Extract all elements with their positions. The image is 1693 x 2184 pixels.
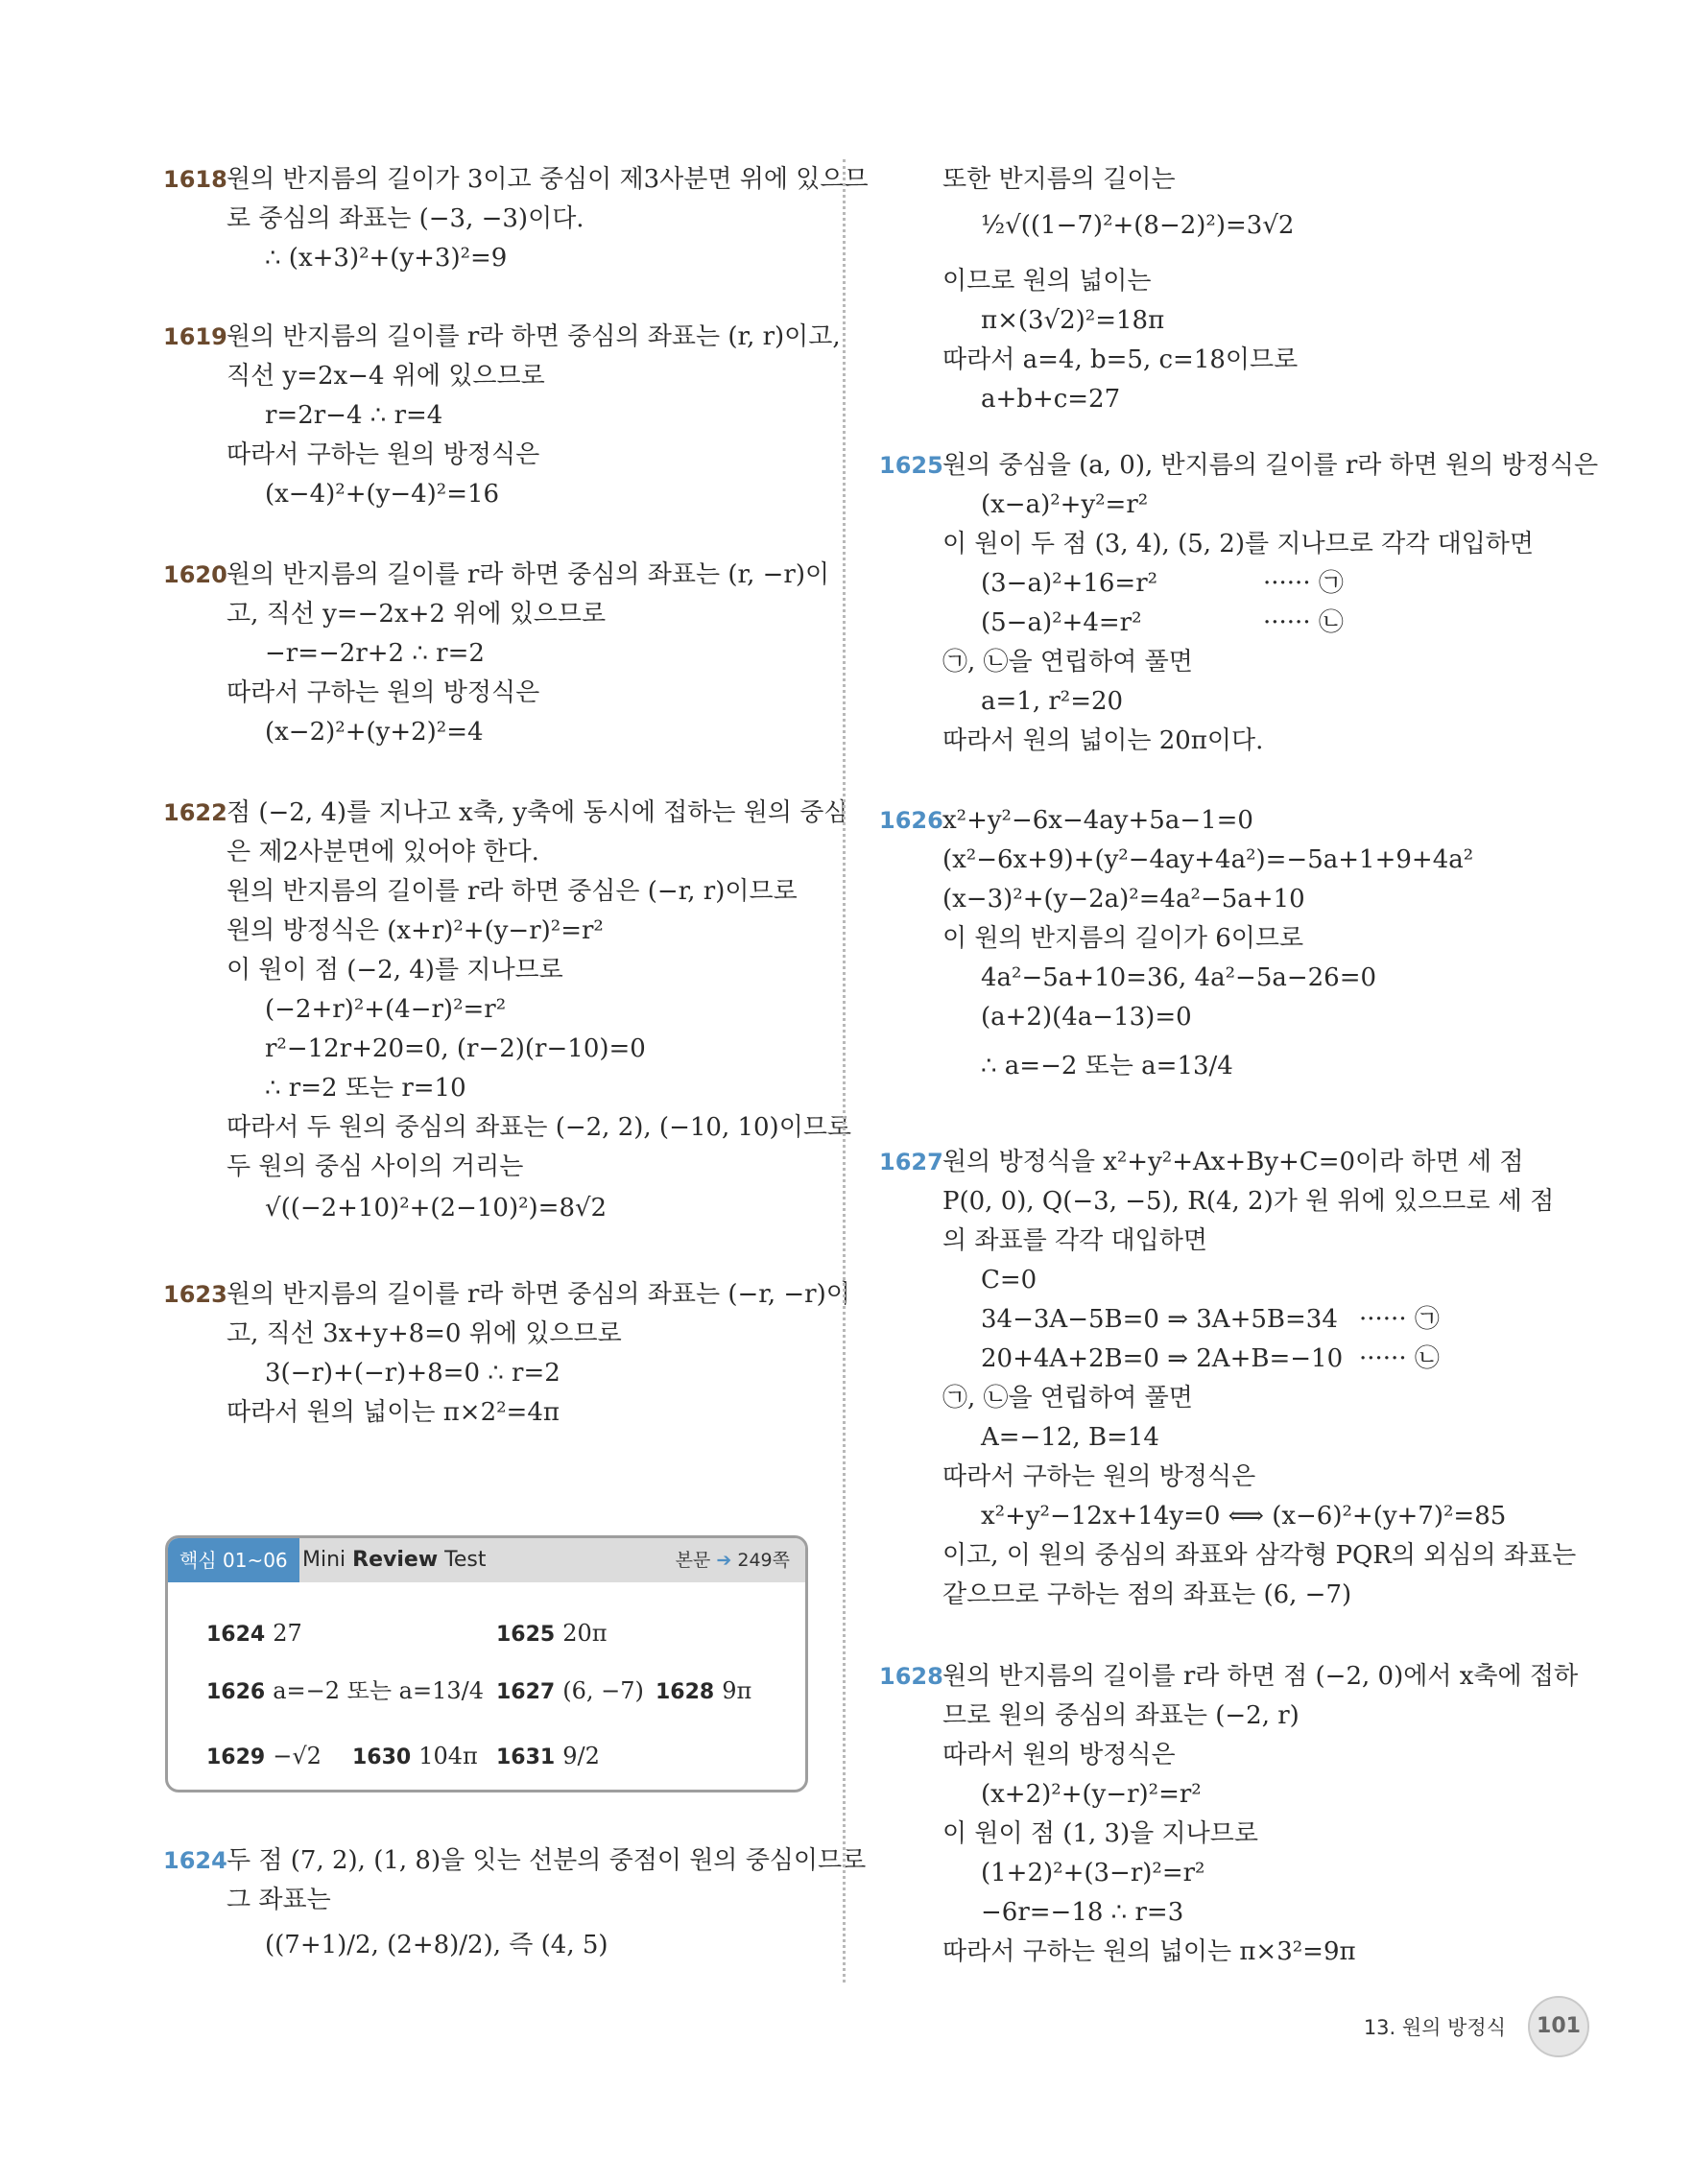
problem-number: 1622 [163,799,227,826]
review-answer [352,1740,478,1774]
solution-line: 이 원이 점 (−2, 4)를 지나므로 [227,956,563,985]
answer-number: 1626 [206,1680,266,1704]
solution-line: 따라서 원의 방정식은 [942,1741,1176,1769]
solution-line: 따라서 원의 넓이는 20π이다. [942,726,1264,755]
solution-line: (x−a)²+y²=r² [981,490,1149,519]
review-answer [206,1740,322,1774]
mini-review-test-box [165,1535,808,1792]
equation-marker: ······ ㉡ [1263,608,1344,637]
review-title-prefix: Mini [302,1548,346,1572]
solution-line: (3−a)²+16=r² [981,569,1158,598]
solution-line: (5−a)²+4=r² [981,608,1142,637]
review-tag: 핵심 01~06 [168,1538,299,1582]
solution-line: 원의 반지름의 길이를 r라 하면 중심은 (−r, r)이므로 [227,877,798,906]
solution-line: 따라서 구하는 원의 방정식은 [942,1462,1256,1491]
solution-line: a+b+c=27 [981,385,1121,414]
answer-value: (6, −7) [562,1677,644,1704]
solution-line: 의 좌표를 각각 대입하면 [942,1226,1207,1255]
solution-line: ㉠, ㉡을 연립하여 풀면 [942,1384,1193,1412]
answer-value: 20π [562,1620,608,1647]
solution-line: (x−3)²+(y−2a)²=4a²−5a+10 [942,885,1305,914]
solution-line: 점 (−2, 4)를 지나고 x축, y축에 동시에 접하는 원의 중심 [227,798,848,827]
column-divider [843,159,846,1982]
solution-line: 은 제2사분면에 있어야 한다. [227,838,539,866]
solution-line: (a+2)(4a−13)=0 [981,1003,1192,1032]
review-answer [656,1674,751,1709]
solution-line: 34−3A−5B=0 ⇒ 3A+5B=34 [981,1305,1338,1334]
solution-line: 로 중심의 좌표는 (−3, −3)이다. [227,204,584,233]
solution-line: P(0, 0), Q(−3, −5), R(4, 2)가 원 위에 있으므로 세 점 [942,1187,1555,1216]
solution-line: 직선 y=2x−4 위에 있으므로 [227,362,545,391]
solution-line: ∴ a=−2 또는 a=13/4 [981,1052,1233,1080]
review-ref-page: 249쪽 [737,1550,790,1571]
review-answer [206,1617,302,1651]
solution-line: 이므로 원의 넓이는 [942,267,1152,296]
answer-value: 27 [273,1620,302,1647]
solution-line: √((−2+10)²+(2−10)²)=8√2 [265,1194,608,1223]
solution-line: 따라서 a=4, b=5, c=18이므로 [942,345,1299,374]
solution-line: 그 좌표는 [227,1886,331,1914]
problem-number: 1624 [163,1847,227,1874]
solution-line: x²+y²−12x+14y=0 ⟺ (x−6)²+(y+7)²=85 [981,1502,1507,1531]
problem-number: 1626 [879,807,943,834]
solution-line: 또한 반지름의 길이는 [942,165,1176,194]
solution-line: 따라서 원의 넓이는 π×2²=4π [227,1398,560,1427]
solution-line: ((7+1)/2, (2+8)/2), 즉 (4, 5) [265,1931,608,1959]
problem-number: 1625 [879,452,943,479]
solution-line: 원의 중심을 (a, 0), 반지름의 길이를 r라 하면 원의 방정식은 [942,451,1599,480]
arrow-icon: ➔ [716,1550,732,1571]
answer-number: 1624 [206,1623,266,1647]
answer-value: 104π [418,1743,478,1769]
solution-line: 따라서 구하는 원의 방정식은 [227,440,540,469]
answer-value: a=−2 또는 a=13/4 [273,1677,484,1704]
solution-line: (x²−6x+9)+(y²−4ay+4a²)=−5a+1+9+4a² [942,845,1474,874]
solution-line: π×(3√2)²=18π [981,306,1165,335]
problem-number: 1627 [879,1149,943,1175]
solution-line: C=0 [981,1266,1037,1294]
review-title [302,1538,486,1582]
answer-value: −√2 [273,1743,322,1769]
problem-number: 1623 [163,1281,227,1308]
solution-line: 원의 반지름의 길이를 r라 하면 중심의 좌표는 (r, r)이고, [227,322,841,351]
solution-line: 므로 원의 중심의 좌표는 (−2, r) [942,1701,1300,1730]
chapter-title: 13. 원의 방정식 [1363,2016,1506,2039]
solution-line: r=2r−4 ∴ r=4 [265,401,443,430]
solution-line: −r=−2r+2 ∴ r=2 [265,639,485,668]
answer-value: 9π [722,1677,752,1704]
solution-line: (−2+r)²+(4−r)²=r² [265,995,507,1024]
problem-number: 1618 [163,166,227,193]
problem-number: 1628 [879,1663,943,1690]
problem-number: 1619 [163,323,227,350]
review-title-bold: Review [352,1548,439,1572]
answer-number: 1627 [496,1680,556,1704]
answer-number: 1628 [656,1680,715,1704]
equation-marker: ······ ㉠ [1359,1305,1440,1334]
solution-line: (x+2)²+(y−r)²=r² [981,1780,1202,1809]
solution-line: ∴ r=2 또는 r=10 [265,1074,466,1103]
review-header [168,1538,805,1582]
review-answer [206,1674,484,1709]
equation-marker: ······ ㉠ [1263,569,1344,598]
problem-number: 1620 [163,561,227,588]
review-title-suffix: Test [444,1548,487,1572]
solution-line: 4a²−5a+10=36, 4a²−5a−26=0 [981,963,1377,992]
solution-line: 두 점 (7, 2), (1, 8)을 잇는 선분의 중점이 원의 중심이므로 [227,1846,867,1875]
solution-line: a=1, r²=20 [981,687,1124,716]
solution-line: 이 원이 두 점 (3, 4), (5, 2)를 지나므로 각각 대입하면 [942,530,1535,558]
solution-line: (x−2)²+(y+2)²=4 [265,718,484,747]
review-page-reference [676,1538,790,1582]
solution-line: ½√((1−7)²+(8−2)²)=3√2 [981,211,1295,240]
equation-marker: ······ ㉡ [1359,1344,1440,1373]
solution-line: (1+2)²+(3−r)²=r² [981,1859,1205,1887]
solution-line: A=−12, B=14 [981,1423,1159,1452]
page-number: 101 [1528,1996,1589,2057]
solution-line: 원의 방정식은 (x+r)²+(y−r)²=r² [227,916,604,945]
solution-line: 원의 방정식을 x²+y²+Ax+By+C=0이라 하면 세 점 [942,1148,1524,1176]
solution-line: 원의 반지름의 길이가 3이고 중심이 제3사분면 위에 있으므 [227,165,869,194]
review-ref-label: 본문 [675,1550,711,1571]
solution-line: 원의 반지름의 길이를 r라 하면 중심의 좌표는 (r, −r)이 [227,560,830,589]
review-answer [496,1617,608,1651]
solution-line: 이 원이 점 (1, 3)을 지나므로 [942,1819,1259,1848]
solution-line: 이 원의 반지름의 길이가 6이므로 [942,924,1304,953]
solution-line: 두 원의 중심 사이의 거리는 [227,1152,524,1181]
solution-line: 원의 반지름의 길이를 r라 하면 점 (−2, 0)에서 x축에 접하 [942,1662,1579,1691]
solution-line: r²−12r+20=0, (r−2)(r−10)=0 [265,1034,646,1063]
solution-line: ㉠, ㉡을 연립하여 풀면 [942,648,1193,677]
review-answer [496,1740,600,1774]
solution-line: 따라서 구하는 원의 방정식은 [227,678,540,707]
answer-value: 9/2 [562,1743,600,1769]
solution-line: 따라서 두 원의 중심의 좌표는 (−2, 2), (−10, 10)이므로 [227,1113,852,1142]
solution-line: 같으므로 구하는 점의 좌표는 (6, −7) [942,1580,1352,1609]
solution-line: −6r=−18 ∴ r=3 [981,1898,1184,1927]
solution-line: x²+y²−6x−4ay+5a−1=0 [942,806,1253,835]
answer-number: 1629 [206,1745,266,1769]
solution-line: 고, 직선 3x+y+8=0 위에 있으므로 [227,1319,622,1348]
solution-line: 3(−r)+(−r)+8=0 ∴ r=2 [265,1359,560,1388]
solution-line: 고, 직선 y=−2x+2 위에 있으므로 [227,600,607,629]
solution-line: 20+4A+2B=0 ⇒ 2A+B=−10 [981,1344,1344,1373]
solution-line: 이고, 이 원의 중심의 좌표와 삼각형 PQR의 외심의 좌표는 [942,1541,1577,1570]
answer-number: 1625 [496,1623,556,1647]
solution-line: (x−4)²+(y−4)²=16 [265,480,500,509]
answer-number: 1630 [352,1745,412,1769]
answer-number: 1631 [496,1745,556,1769]
review-answer [496,1674,644,1709]
solution-line: ∴ (x+3)²+(y+3)²=9 [265,244,508,273]
solution-line: 따라서 구하는 원의 넓이는 π×3²=9π [942,1937,1356,1966]
solution-line: 원의 반지름의 길이를 r라 하면 중심의 좌표는 (−r, −r)이 [227,1280,850,1309]
